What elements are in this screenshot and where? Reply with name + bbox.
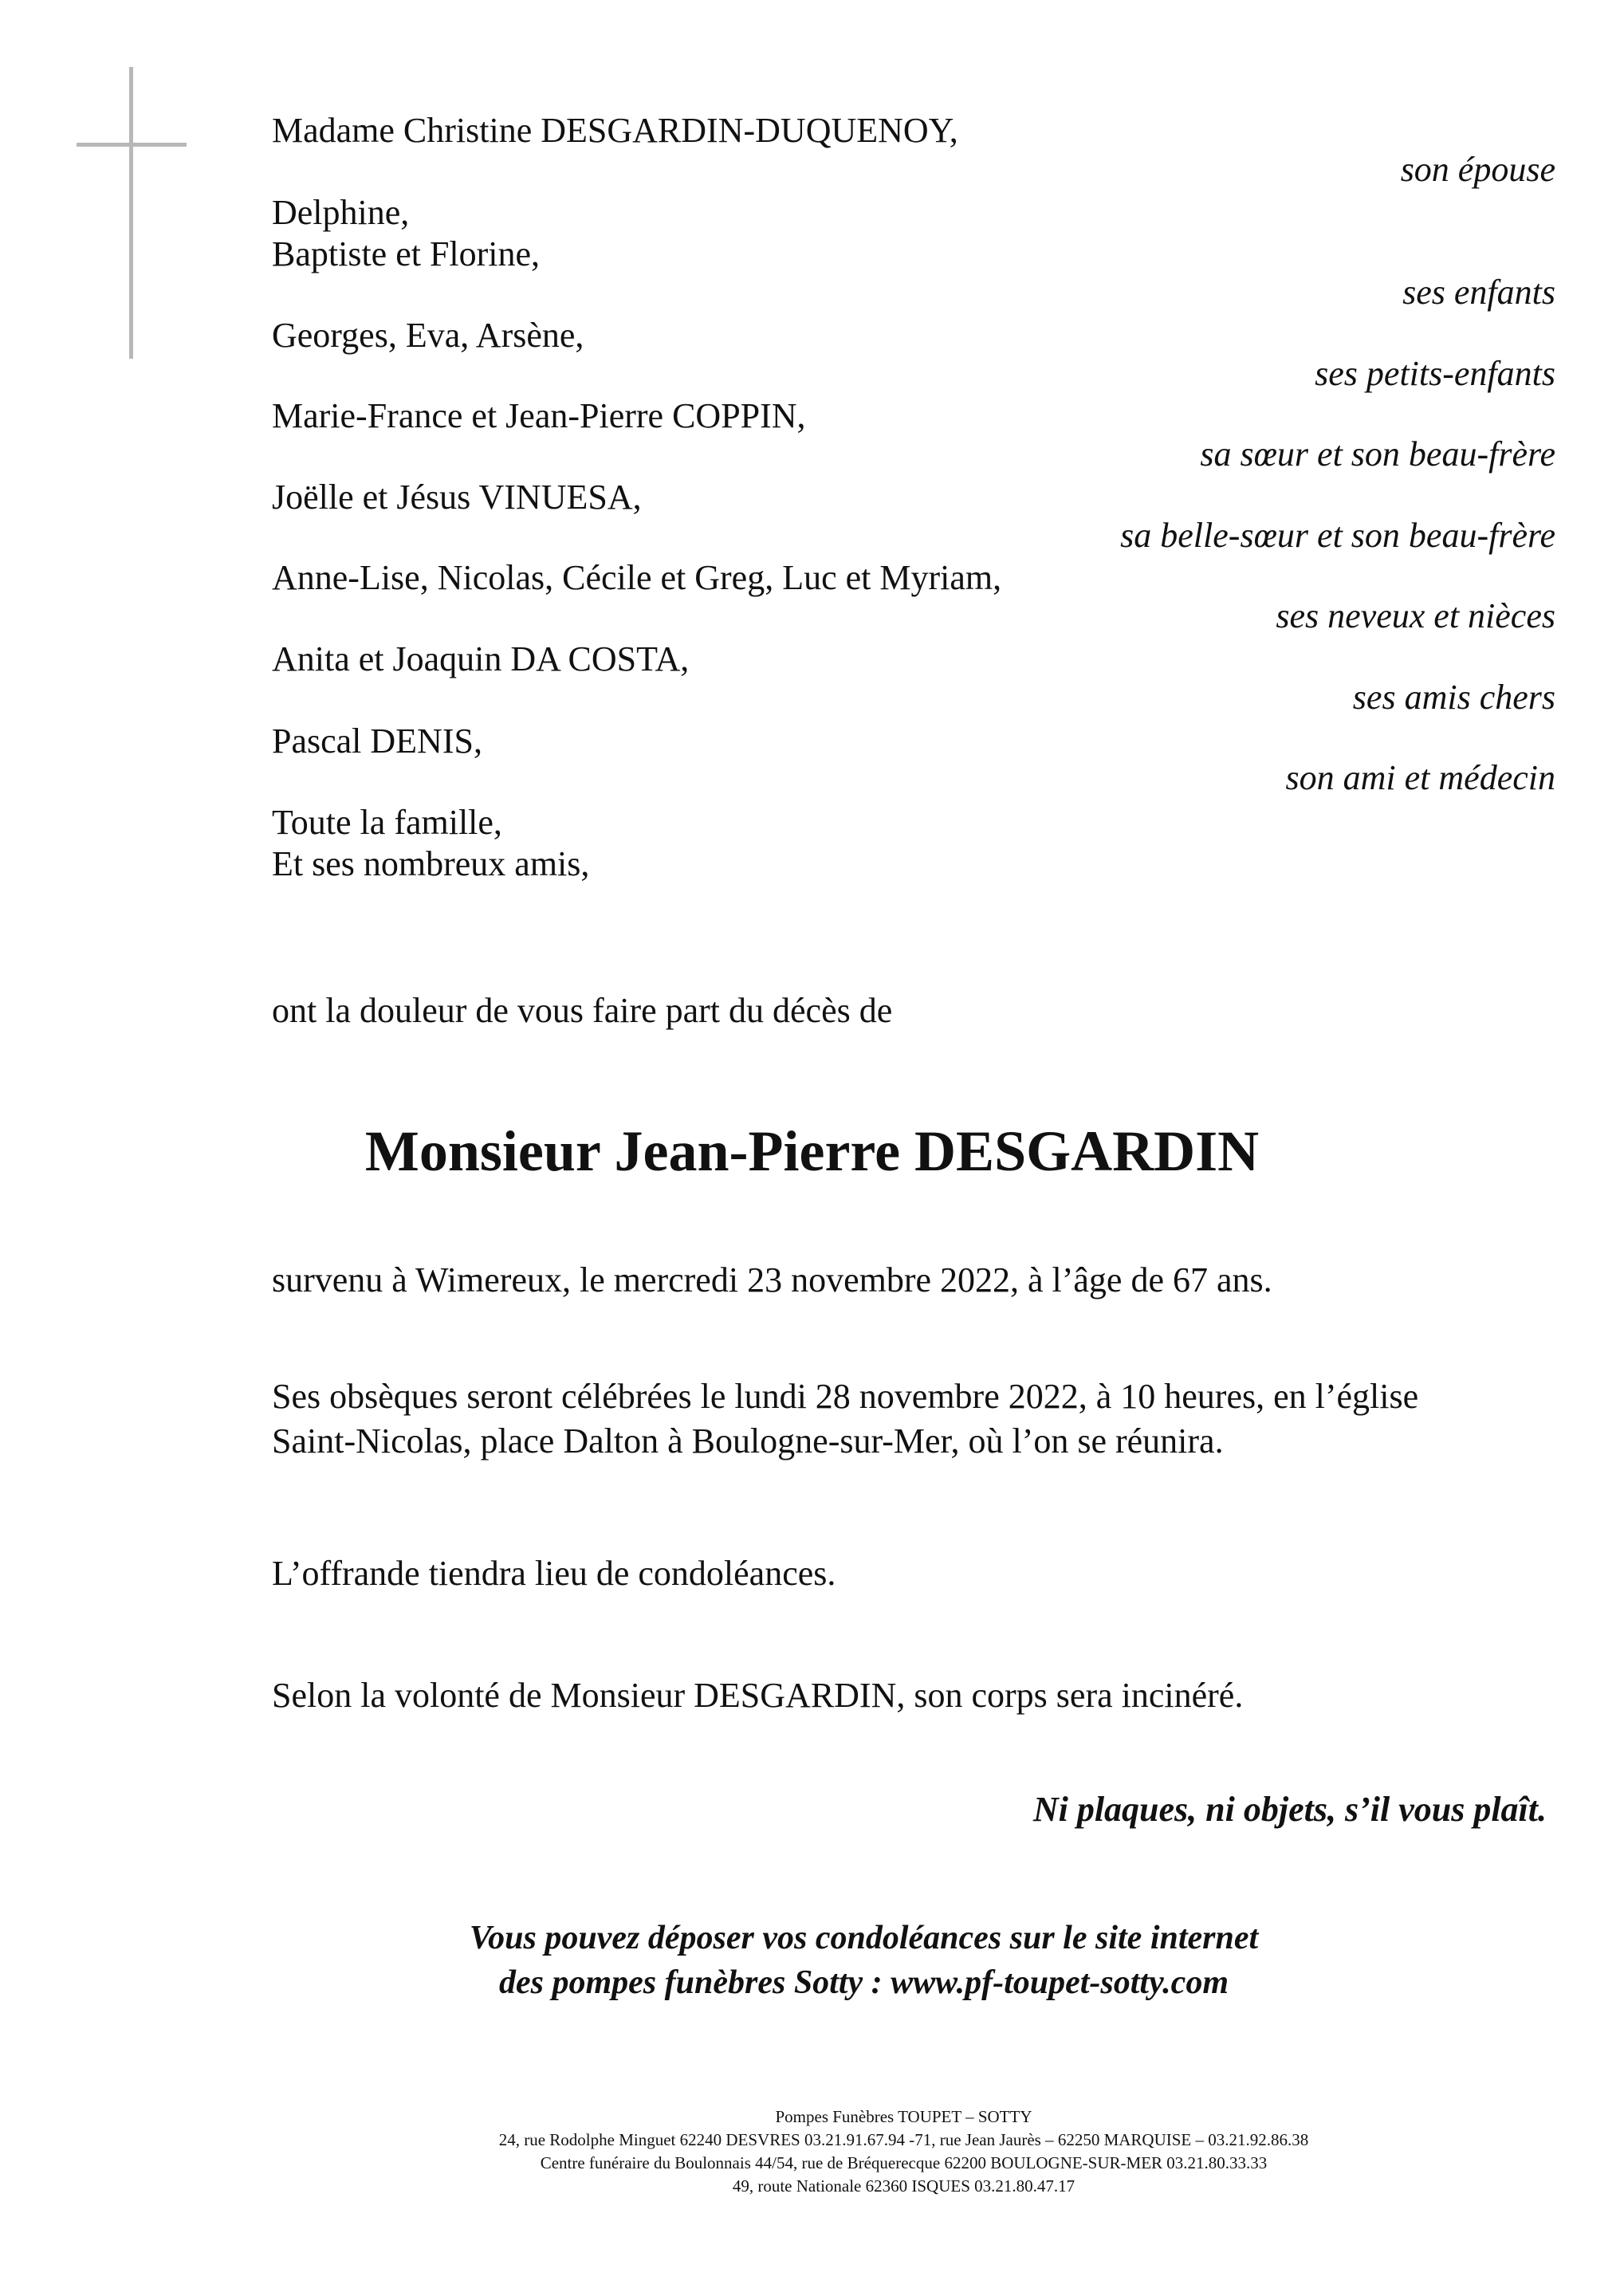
relation-spouse: son épouse xyxy=(1400,150,1555,189)
family-name-family: Toute la famille, xyxy=(272,803,502,842)
no-flowers-note: Ni plaques, ni objets, s’il vous plaît. xyxy=(1032,1790,1547,1829)
relation-grandchildren: ses petits-enfants xyxy=(1315,354,1555,393)
relation-doctor: son ami et médecin xyxy=(1285,758,1555,797)
condolences-line-1: Vous pouvez déposer vos condoléances sur le site internet xyxy=(469,1920,1259,1956)
announcement-text: ont la douleur de vous faire part du décès de xyxy=(272,991,893,1030)
footer-line-3: Centre funéraire du Boulonnais 44/54, rue de Bréquerecque 62200 BOULOGNE-SUR-MER 03.21.80.33.33 xyxy=(540,2153,1268,2172)
offering-text: L’offrande tiendra lieu de condoléances. xyxy=(272,1554,836,1593)
family-name-doctor: Pascal DENIS, xyxy=(272,721,482,761)
condolences-block xyxy=(0,1916,1624,2005)
relation-nephews: ses neveux et nièces xyxy=(1276,596,1555,635)
family-name-grandchildren: Georges, Eva, Arsène, xyxy=(272,316,584,355)
family-name-child-2: Baptiste et Florine, xyxy=(272,234,541,273)
funeral-line-1: Ses obsèques seront célébrées le lundi 28 novembre 2022, à 10 heures, en l’église xyxy=(272,1377,1419,1416)
relation-sister: sa sœur et son beau-frère xyxy=(1200,434,1555,474)
relation-children: ses enfants xyxy=(1402,273,1555,312)
footer-line-4: 49, route Nationale 62360 ISQUES 03.21.80.47.17 xyxy=(732,2176,1075,2196)
family-name-sister-in-law: Joëlle et Jésus VINUESA, xyxy=(272,478,642,517)
family-name-friends: Anita et Joaquin DA COSTA, xyxy=(272,639,690,678)
family-name-spouse: Madame Christine DESGARDIN-DUQUENOY, xyxy=(272,111,958,150)
family-name-sister: Marie-France et Jean-Pierre COPPIN, xyxy=(272,396,806,435)
funeral-home-footer xyxy=(0,2105,1624,2198)
relation-sister-in-law: sa belle-sœur et son beau-frère xyxy=(1120,516,1555,555)
funeral-line-2: Saint-Nicolas, place Dalton à Boulogne-sur-Mer, où l’on se réunira. xyxy=(272,1421,1224,1461)
cremation-text: Selon la volonté de Monsieur DESGARDIN, son corps sera incinéré. xyxy=(272,1676,1244,1715)
family-name-friends-all: Et ses nombreux amis, xyxy=(272,844,590,883)
death-details: survenu à Wimereux, le mercredi 23 novembre 2022, à l’âge de 67 ans. xyxy=(272,1260,1272,1299)
footer-line-2: 24, rue Rodolphe Minguet 62240 DESVRES 03.21.91.67.94 -71, rue Jean Jaurès – 62250 MARQUISE – 03.21.92.86.38 xyxy=(498,2130,1309,2149)
family-name-nephews: Anne-Lise, Nicolas, Cécile et Greg, Luc et Myriam, xyxy=(272,558,1002,597)
cross-icon-horizontal xyxy=(77,143,187,147)
relation-friends: ses amis chers xyxy=(1352,678,1555,717)
cross-icon-vertical xyxy=(129,67,133,359)
condolences-line-2: des pompes funèbres Sotty : www.pf-toupet-sotty.com xyxy=(499,1964,1229,2001)
family-name-child-1: Delphine, xyxy=(272,193,410,232)
deceased-name: Monsieur Jean-Pierre DESGARDIN xyxy=(364,1119,1260,1183)
footer-line-1: Pompes Funèbres TOUPET – SOTTY xyxy=(775,2107,1032,2126)
